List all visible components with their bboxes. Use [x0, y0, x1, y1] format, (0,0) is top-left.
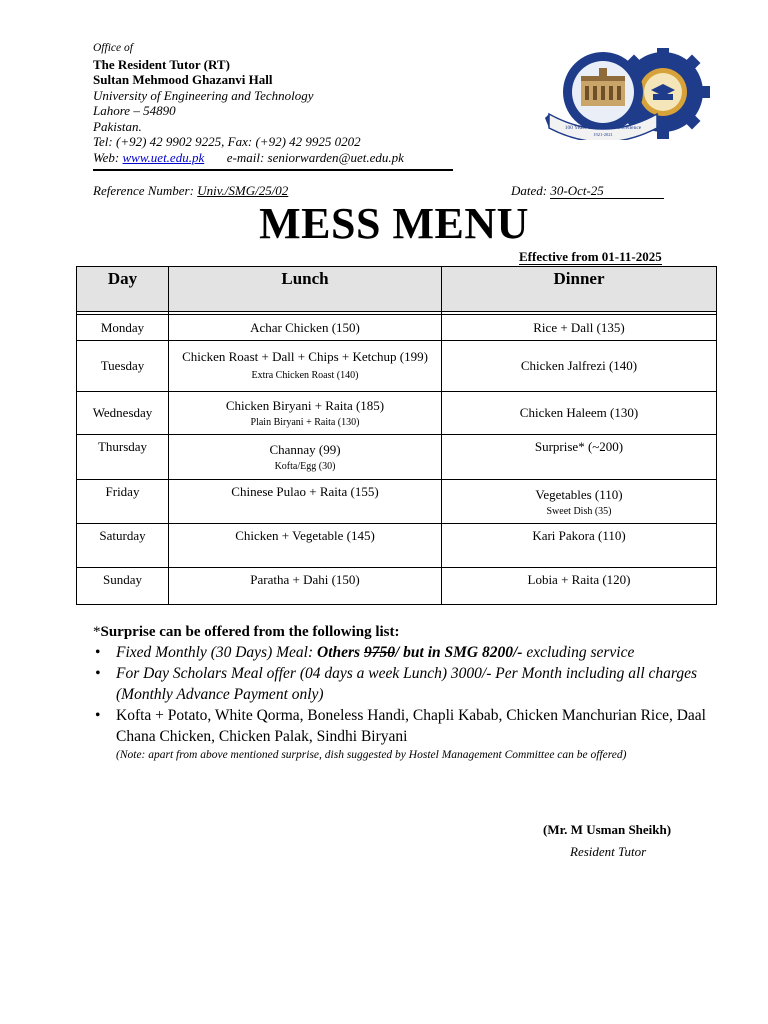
others-label: Others — [317, 644, 364, 661]
dinner-item: Rice + Dall (135) — [533, 319, 625, 335]
phone-fax-line: Tel: (+92) 42 9902 9225, Fax: (+92) 42 9925 0202 — [93, 134, 361, 149]
reference-number — [93, 183, 288, 199]
day-cell: Monday — [77, 315, 169, 341]
effective-date: Effective from 01-11-2025 — [519, 249, 662, 264]
university-name: University of Engineering and Technology — [93, 87, 314, 103]
excluding-service: excluding service — [522, 644, 635, 661]
lunch-extra: Plain Biryani + Raita (130) — [250, 417, 360, 428]
dinner-item: Chicken Jalfrezi (140) — [520, 358, 638, 373]
menu-table — [76, 266, 717, 605]
lunch-extra: Extra Chicken Roast (140) — [251, 369, 359, 381]
dated-value: 30-Oct-25 — [550, 184, 664, 199]
emblem-icon — [563, 52, 643, 132]
web-label: Web: — [93, 149, 120, 165]
signatory-role: Resident Tutor — [570, 844, 647, 859]
lunch-item: Chicken Biryani + Raita (185) — [225, 398, 385, 413]
asterisk: * — [93, 624, 101, 640]
dinner-cell — [442, 435, 717, 480]
smg-price: / but in SMG 8200/- — [394, 644, 523, 661]
day-cell: Thursday — [77, 435, 169, 480]
dinner-item: Kari Pakora (110) — [532, 528, 626, 543]
dinner-cell — [442, 341, 717, 392]
email-text: e-mail: seniorwarden@uet.edu.pk — [226, 149, 404, 165]
lunch-item: Achar Chicken (150) — [250, 319, 360, 335]
lunch-item: Channay (99) — [269, 442, 341, 457]
dinner-item: Surprise* (~200) — [534, 439, 624, 454]
table-row — [77, 524, 717, 568]
reference-label: Reference Number: — [93, 183, 194, 198]
letterhead-divider — [93, 169, 453, 171]
dinner-cell — [442, 568, 717, 605]
table-row — [77, 480, 717, 524]
lunch-cell — [169, 480, 442, 524]
web-link[interactable]: www.uet.edu.pk — [122, 149, 205, 165]
surprise-heading-text: Surprise can be offered from the following list: — [100, 624, 400, 640]
list-item — [93, 705, 733, 762]
table-row — [77, 315, 717, 341]
list-item — [93, 663, 733, 705]
office-name: The Resident Tutor (RT) — [93, 56, 230, 72]
lunch-cell — [169, 392, 442, 435]
office-of: Office of — [93, 42, 133, 54]
dinner-cell — [442, 480, 717, 524]
logo-years: 1921-2021 — [593, 132, 613, 137]
dinner-item: Lobia + Raita (120) — [527, 572, 631, 587]
day-cell: Friday — [77, 480, 169, 524]
web-email-line — [93, 150, 463, 166]
page-title: MESS MENU — [259, 199, 529, 248]
old-price: 9750 — [363, 644, 395, 661]
dinner-cell — [442, 524, 717, 568]
day-scholars-offer: For Day Scholars Meal offer (04 days a week Lunch) 3000/- Per Month including all charges (Monthly Advance Payment only) — [116, 665, 698, 703]
list-item — [93, 642, 733, 663]
surprise-heading — [93, 624, 400, 641]
lunch-item: Chinese Pulao + Raita (155) — [231, 484, 379, 499]
lunch-item: Chicken + Vegetable (145) — [235, 528, 375, 543]
day-cell: Wednesday — [77, 392, 169, 435]
lunch-cell — [169, 524, 442, 568]
day-cell: Tuesday — [77, 341, 169, 392]
lunch-item: Chicken Roast + Dall + Chips + Ketchup (199) — [182, 348, 428, 364]
header-dinner: Dinner — [442, 267, 717, 312]
lunch-cell — [169, 435, 442, 480]
city-line: Lahore – 54890 — [93, 103, 176, 118]
day-cell: Sunday — [77, 568, 169, 605]
country-line: Pakistan. — [93, 118, 142, 134]
hall-name: Sultan Mehmood Ghazanvi Hall — [93, 72, 273, 87]
monthly-meal-label: Fixed Monthly (30 Days) Meal: — [116, 644, 318, 661]
header-lunch: Lunch — [169, 267, 442, 312]
lunch-cell — [169, 568, 442, 605]
lunch-cell — [169, 341, 442, 392]
dinner-cell — [442, 392, 717, 435]
logo-banner-text: 100 Years of Academic Excellence — [564, 125, 642, 131]
table-row — [77, 435, 717, 480]
reference-value: Univ./SMG/25/02 — [197, 183, 289, 198]
dinner-item: Chicken Haleem (130) — [519, 405, 639, 420]
table-row — [77, 392, 717, 435]
lunch-extra: Kofta/Egg (30) — [274, 461, 336, 472]
dinner-cell — [442, 315, 717, 341]
dinner-extra: Sweet Dish (35) — [546, 505, 612, 517]
university-logo — [545, 48, 710, 140]
table-header-row — [77, 267, 717, 312]
signatory-name: (Mr. M Usman Sheikh) — [543, 822, 672, 837]
date-line — [511, 183, 664, 199]
surprise-note: (Note: apart from above mentioned surprise, dish suggested by Hostel Management Committee can be offered) — [116, 749, 627, 761]
dinner-item: Vegetables (110) — [535, 486, 623, 502]
surprise-dishes: Kofta + Potato, White Qorma, Boneless Handi, Chapli Kabab, Chicken Manchurian Rice, Daal Chana Chicken, Chicken Palak, Sindhi Biryani — [116, 707, 706, 745]
table-row — [77, 568, 717, 605]
letterhead — [93, 41, 463, 165]
surprise-list — [93, 642, 733, 762]
lunch-item: Paratha + Dahi (150) — [250, 572, 360, 587]
table-row — [77, 341, 717, 392]
dated-label: Dated: — [511, 183, 548, 198]
day-cell: Saturday — [77, 524, 169, 568]
lunch-cell — [169, 315, 442, 341]
header-day: Day — [77, 267, 169, 312]
